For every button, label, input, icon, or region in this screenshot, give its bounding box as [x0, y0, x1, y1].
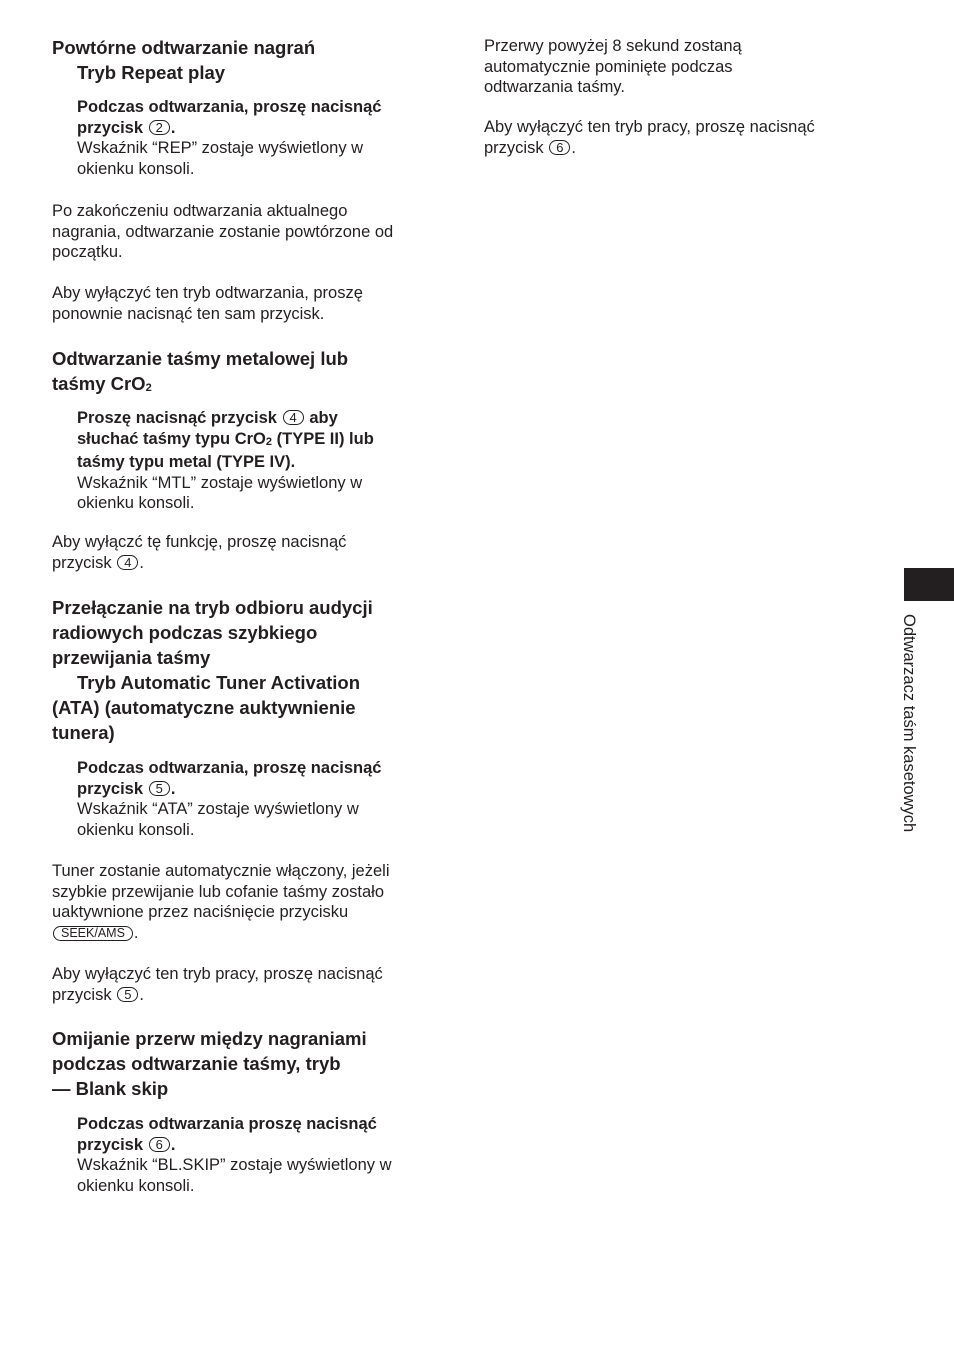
- repeat-subtitle: Tryb Repeat play: [77, 62, 226, 83]
- ata-para2: [52, 964, 383, 1005]
- metal-note-l2: okienku konsoli.: [77, 494, 195, 512]
- blank-section-title: [52, 1026, 367, 1101]
- ata-note-l1: Wskaźnik “ATA” zostaje wyświetlony w: [77, 800, 359, 818]
- button-4-key: 4: [117, 555, 138, 570]
- blank-title-l1: Omijanie przerw między nagraniami: [52, 1028, 367, 1049]
- repeat-instruction: [52, 97, 381, 179]
- ata-instruction: [52, 758, 381, 840]
- metal-section-title: [52, 346, 348, 401]
- ata-para2-l2: przycisk 5 .: [52, 985, 145, 1004]
- ata-para1-l1: Tuner zostanie automatycznie włączony, jeżeli: [52, 862, 390, 880]
- ata-para1-l4: SEEK/AMS .: [52, 923, 390, 944]
- right-para1-l2: automatycznie pominięte podczas: [484, 57, 733, 76]
- ata-para2-l1: Aby wyłączyć ten tryb pracy, proszę nacisnąć: [52, 965, 383, 983]
- metal-title-l2: taśmy CrO$_2$: [52, 373, 152, 394]
- metal-instruction: [52, 408, 374, 514]
- repeat-para1: [52, 201, 393, 263]
- metal-para-l2: przycisk 4 .: [52, 553, 145, 572]
- repeat-title: Powtórne odtwarzanie nagrań: [52, 37, 316, 58]
- right-para1-l3: odtwarzania taśmy.: [484, 78, 625, 96]
- section-tab-marker: [904, 568, 954, 601]
- metal-para: [52, 532, 346, 573]
- metal-para-l1: Aby wyłączć tę funkcję, proszę nacisnąć: [52, 533, 347, 551]
- blank-title-l3: — Blank skip: [52, 1078, 169, 1099]
- repeat-note-l2: okienku konsoli.: [77, 159, 195, 178]
- blank-instruction: [52, 1114, 392, 1196]
- right-para2-l1: Aby wyłączyć ten tryb pracy, proszę nacisnąć: [484, 118, 815, 136]
- repeat-para1-l2: nagrania, odtwarzanie zostanie powtórzone od: [52, 222, 394, 241]
- metal-instr-l2: słuchać taśmy typu CrO$_2$ (TYPE II) lub: [77, 429, 374, 448]
- blank-note-l2: okienku konsoli.: [77, 1176, 195, 1195]
- ata-title-l3: przewijania taśmy: [52, 647, 211, 668]
- ata-subtitle-l3: tunera): [52, 722, 115, 743]
- repeat-note-l1: Wskaźnik “REP” zostaje wyświetlony w: [77, 139, 364, 157]
- ata-title-l1: Przełączanie na tryb odbioru audycji: [52, 597, 373, 618]
- repeat-instr-bold-2: przycisk 2 .: [77, 118, 176, 137]
- button-6-key: 6: [149, 1137, 170, 1152]
- repeat-para1-l1: Po zakończeniu odtwarzania aktualnego: [52, 202, 348, 220]
- blank-instr-bold-2: przycisk 6 .: [77, 1135, 176, 1154]
- button-2-key: 2: [149, 120, 170, 135]
- button-6-key: 6: [549, 140, 570, 155]
- side-section-label: Odtwarzacz taśm kasetowych: [900, 614, 918, 833]
- ata-note-l2: okienku konsoli.: [77, 820, 195, 839]
- blank-note-l1: Wskaźnik “BL.SKIP” zostaje wyświetlony w: [77, 1156, 392, 1174]
- ata-instr-bold-2: przycisk 5 .: [77, 779, 176, 798]
- repeat-para2-l2: ponownie nacisnąć ten sam przycisk.: [52, 304, 325, 323]
- right-para2-l2: przycisk 6 .: [484, 138, 577, 157]
- button-5-key: 5: [149, 781, 170, 796]
- right-para2: [484, 117, 815, 158]
- ata-instr-bold: Podczas odtwarzania, proszę nacisnąć: [77, 759, 382, 777]
- button-4-key: 4: [283, 410, 304, 425]
- repeat-para1-l3: początku.: [52, 243, 123, 261]
- seek-ams-key: SEEK/AMS: [53, 926, 133, 941]
- metal-note-l1: Wskaźnik “MTL” zostaje wyświetlony w: [77, 473, 363, 492]
- repeat-para2-l1: Aby wyłączyć ten tryb odtwarzania, proszę: [52, 284, 363, 302]
- right-para1: [484, 36, 742, 98]
- ata-para1-l3: uaktywnione przez naciśnięcie przycisku: [52, 903, 349, 921]
- ata-section-title: [52, 595, 373, 745]
- button-5-key: 5: [117, 987, 138, 1002]
- metal-title-l1: Odtwarzanie taśmy metalowej lub: [52, 348, 349, 369]
- ata-para1: [52, 861, 390, 943]
- repeat-section: [52, 35, 315, 85]
- ata-subtitle-l2: (ATA) (automatyczne auktywnienie: [52, 697, 356, 718]
- blank-instr-bold: Podczas odtwarzania proszę nacisnąć: [77, 1115, 377, 1133]
- ata-para1-l2: szybkie przewijanie lub cofanie taśmy zostało: [52, 882, 384, 901]
- ata-title-l2: radiowych podczas szybkiego: [52, 622, 318, 643]
- ata-subtitle-l1: Tryb Automatic Tuner Activation: [77, 672, 361, 693]
- right-para1-l1: Przerwy powyżej 8 sekund zostaną: [484, 37, 742, 55]
- repeat-instr-bold: Podczas odtwarzania, proszę nacisnąć: [77, 98, 382, 116]
- metal-instr-l3: taśmy typu metal (TYPE IV).: [77, 453, 296, 471]
- blank-title-l2: podczas odtwarzanie taśmy, tryb: [52, 1053, 341, 1074]
- repeat-para2: [52, 283, 363, 324]
- metal-instr-l1: Proszę nacisnąć przycisk 4 aby: [77, 409, 338, 427]
